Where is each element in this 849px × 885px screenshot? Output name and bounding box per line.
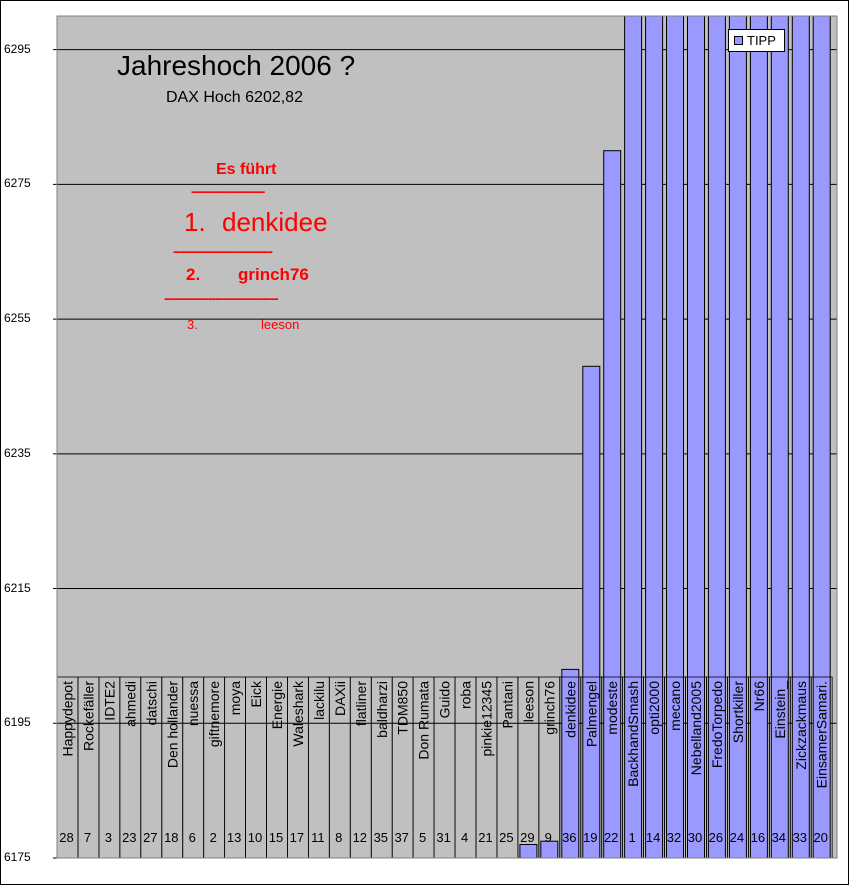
category-label: nuessa [185, 681, 202, 727]
category-label: DAXii [331, 681, 348, 717]
category-number: 34 [771, 830, 787, 845]
divider-2: --------------------------- [173, 243, 272, 259]
category-label: giftnemore [206, 681, 223, 748]
category-label: EinsamerSamari. [813, 681, 830, 789]
category-label: Shortkiller [729, 681, 746, 744]
category-number: 35 [373, 830, 389, 845]
category-number: 28 [59, 830, 74, 845]
category-label: Rockefäller [80, 681, 97, 752]
category-number: 25 [499, 830, 514, 845]
category-number: 27 [143, 830, 158, 845]
legend [728, 29, 785, 52]
category-label: mecano [667, 681, 683, 731]
bar [583, 366, 600, 858]
category-number: 20 [813, 830, 828, 845]
category-label: Waleshark [289, 681, 306, 747]
category-number: 15 [268, 830, 284, 845]
category-number: 17 [289, 830, 305, 845]
y-tick-label: 6215 [4, 580, 31, 595]
category-label: FredoTorpedo [708, 681, 725, 769]
category-number: 6 [188, 830, 196, 845]
rank-2-name: grinch76 [238, 265, 309, 284]
category-number: 29 [520, 830, 535, 845]
category-number: 36 [562, 830, 577, 845]
category-label: ahmedi [122, 681, 139, 727]
category-label: Den hollander [164, 681, 181, 769]
rank-1-number: 1. [184, 207, 206, 237]
legend-swatch [734, 36, 743, 45]
rank-3-number: 3. [187, 317, 198, 332]
category-number: 8 [335, 830, 343, 845]
category-label: Nebelland2005 [688, 681, 704, 776]
category-number: 30 [687, 830, 703, 845]
category-label: BackhandSmash [625, 681, 642, 787]
category-number: 1 [628, 830, 636, 845]
divider-3: ------------------------------- [164, 290, 278, 306]
category-label: IDTE2 [101, 681, 118, 721]
category-label: pinkie12345 [478, 681, 495, 757]
category-number: 4 [460, 830, 469, 845]
bar [604, 151, 621, 858]
category-number: 32 [666, 830, 682, 845]
category-number: 22 [603, 830, 619, 845]
category-label: baldharzi [373, 681, 390, 738]
category-number: 9 [544, 830, 552, 845]
category-label: Don Rumata [415, 681, 432, 760]
category-number: 16 [750, 830, 766, 845]
category-label: leeson [520, 681, 537, 723]
category-label: Eick [248, 681, 264, 708]
category-label: lackilu [310, 681, 327, 720]
category-label: TDM850 [394, 681, 411, 735]
category-label: Einstein_ [771, 681, 788, 739]
category-number: 14 [645, 830, 661, 845]
category-number: 23 [122, 830, 137, 845]
category-label: moya [227, 681, 244, 716]
category-label: Nr66 [750, 681, 767, 712]
y-tick-label: 6295 [4, 41, 31, 56]
category-label: Pantani [499, 681, 516, 729]
category-number: 21 [478, 830, 493, 845]
category-label: datschi [143, 681, 160, 726]
category-label: grinch76 [541, 681, 558, 735]
y-tick-label: 6195 [4, 715, 31, 730]
category-number: 24 [729, 830, 745, 845]
rank-3 [187, 317, 299, 332]
category-number: 5 [418, 830, 427, 845]
chart-title: Jahreshoch 2006 ? [117, 50, 356, 81]
chart-subtitle: DAX Hoch 6202,82 [166, 89, 303, 106]
category-number: 12 [352, 830, 368, 845]
rank-2 [186, 265, 309, 285]
category-number: 13 [226, 830, 242, 845]
category-number: 10 [247, 830, 263, 845]
leader-heading: Es führt [216, 161, 277, 178]
category-number: 19 [583, 830, 598, 845]
rank-3-name: leeson [261, 317, 300, 332]
category-label: Guido [436, 681, 453, 719]
category-label: Energie [269, 681, 285, 730]
bar [750, 16, 767, 858]
bar [520, 845, 537, 859]
category-label: Happydepot [59, 681, 76, 757]
legend-label: TIPP [747, 33, 776, 48]
divider-1: -------------------- [191, 183, 265, 199]
category-label: denkidee [562, 681, 579, 738]
category-label: Palmengel [583, 681, 600, 748]
category-number: 26 [708, 830, 724, 845]
category-number: 2 [209, 830, 217, 845]
category-number: 33 [792, 830, 808, 845]
category-number: 37 [394, 830, 409, 845]
y-tick-label: 6235 [4, 445, 31, 460]
category-label: modeste [604, 681, 621, 735]
y-tick-label: 6275 [4, 176, 31, 191]
category-label: roba [457, 681, 474, 710]
y-tick-label: 6255 [4, 311, 31, 326]
y-tick-label: 6175 [4, 850, 31, 864]
category-label: opti2000 [646, 681, 663, 735]
rank-1-name: denkidee [222, 207, 328, 237]
category-label: Zickzackmaus [792, 681, 809, 770]
category-label: flatliner [352, 681, 369, 727]
category-number: 31 [436, 830, 451, 845]
rank-1 [184, 207, 328, 238]
category-number: 3 [104, 830, 113, 845]
rank-2-number: 2. [186, 265, 201, 284]
category-number: 7 [83, 830, 92, 845]
category-number: 11 [311, 830, 325, 845]
category-number: 18 [164, 830, 179, 845]
